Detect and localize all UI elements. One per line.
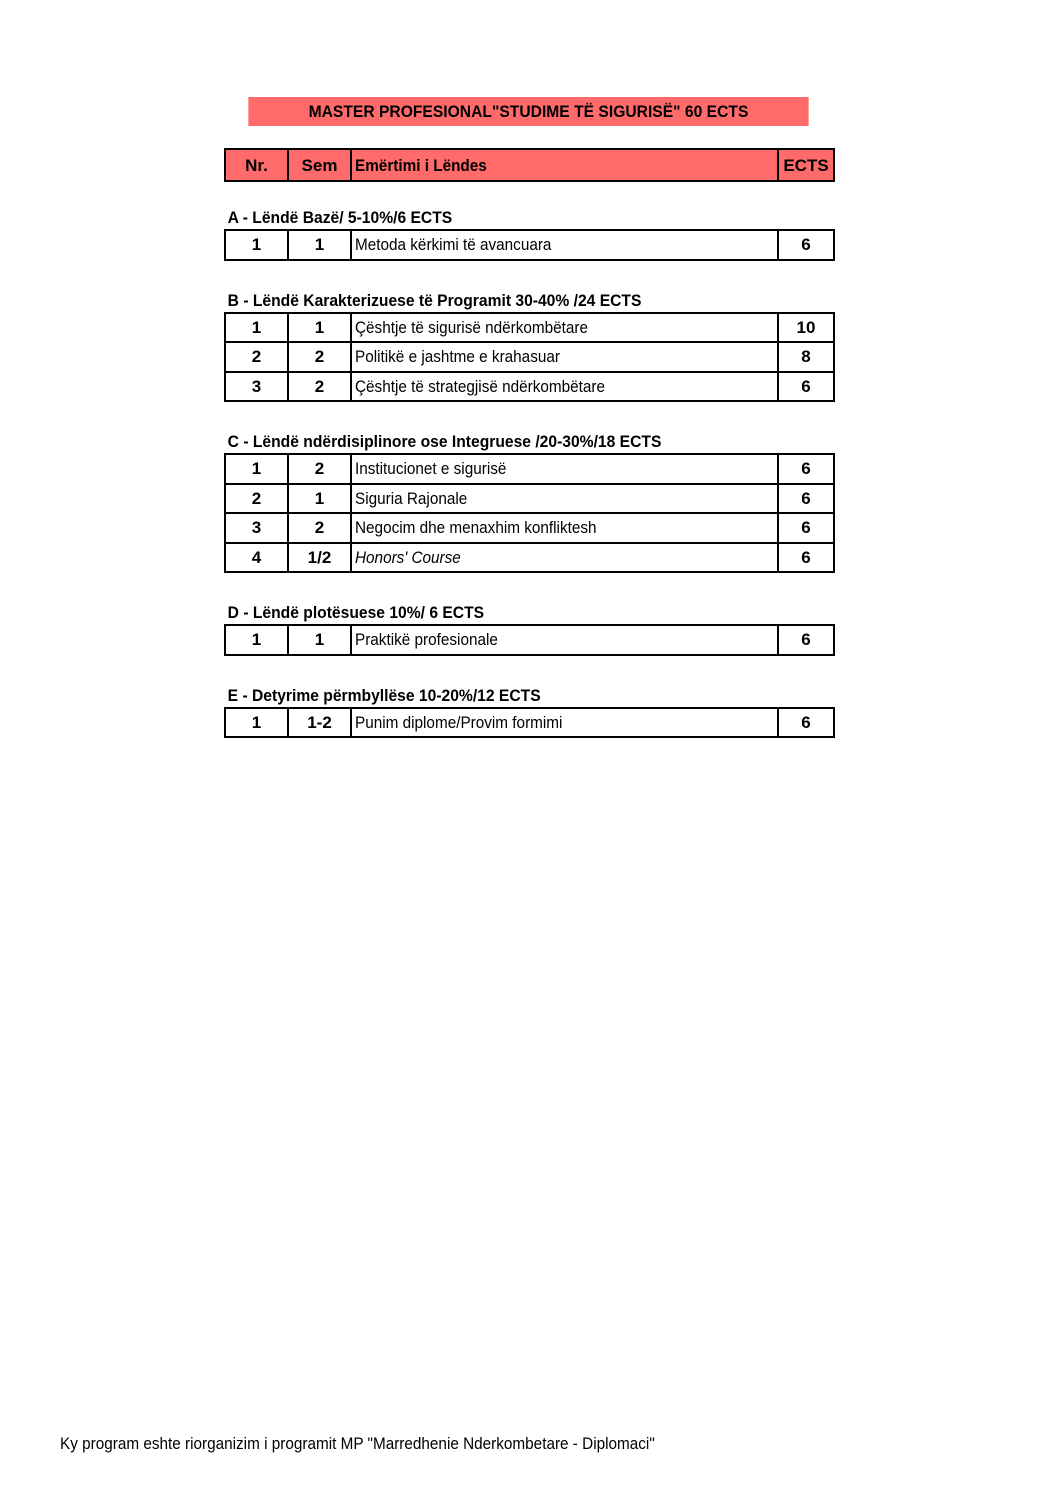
table-row [225, 342, 834, 372]
header-nr: Nr. [225, 149, 288, 181]
cell-nr: 1 [225, 708, 288, 738]
section-title: B - Lëndë Karakterizuese të Programit 30-40% /24 ECTS [227, 290, 642, 310]
header-ects: ECTS [778, 149, 834, 181]
section-table [224, 229, 835, 261]
section-table [224, 312, 835, 403]
section-title: C - Lëndë ndërdisiplinore ose Integruese /20-30%/18 ECTS [227, 432, 662, 451]
cell-ects: 6 [778, 708, 834, 738]
cell-sem: 1 [288, 484, 351, 514]
table-row [225, 513, 834, 543]
header-name: Emërtimi i Lëndes [351, 149, 778, 181]
cell-name: Siguria Rajonale [351, 484, 778, 514]
section-c [224, 431, 833, 573]
cell-sem: 1 [288, 625, 351, 655]
cell-ects: 6 [778, 625, 834, 655]
column-header-table [224, 148, 835, 182]
cell-ects: 6 [778, 513, 834, 543]
cell-nr: 4 [225, 543, 288, 573]
cell-name: Institucionet e sigurisë [351, 454, 778, 484]
cell-sem: 1 [288, 230, 351, 260]
cell-nr: 1 [225, 454, 288, 484]
cell-sem: 1-2 [288, 708, 351, 738]
section-table [224, 707, 835, 739]
cell-ects: 6 [778, 230, 834, 260]
cell-nr: 3 [225, 513, 288, 543]
cell-sem: 2 [288, 372, 351, 402]
cell-sem: 1/2 [288, 543, 351, 573]
section-e [224, 685, 833, 739]
table-row [225, 230, 834, 260]
cell-ects: 6 [778, 454, 834, 484]
cell-ects: 6 [778, 484, 834, 514]
cell-nr: 3 [225, 372, 288, 402]
cell-sem: 2 [288, 454, 351, 484]
section-title: E - Detyrime përmbyllëse 10-20%/12 ECTS [227, 685, 541, 705]
cell-nr: 2 [225, 342, 288, 372]
section-title: D - Lëndë plotësuese 10%/ 6 ECTS [227, 603, 485, 622]
table-row [225, 543, 834, 573]
document-title: MASTER PROFESIONAL"STUDIME TË SIGURISË" 60 ECTS [248, 97, 808, 126]
table-row [225, 708, 834, 738]
footer-note: Ky program eshte riorganizim i programit MP "Marredhenie Nderkombetare - Diplomaci" [60, 1434, 655, 1453]
cell-name: Honors' Course [351, 543, 778, 573]
cell-nr: 1 [225, 230, 288, 260]
section-a [224, 207, 833, 261]
cell-nr: 1 [225, 313, 288, 343]
cell-nr: 1 [225, 625, 288, 655]
table-row [225, 625, 834, 655]
cell-nr: 2 [225, 484, 288, 514]
cell-sem: 2 [288, 513, 351, 543]
cell-ects: 6 [778, 372, 834, 402]
cell-name: Praktikë profesionale [351, 625, 778, 655]
column-header-row [225, 149, 834, 181]
cell-name: Politikë e jashtme e krahasuar [351, 342, 778, 372]
cell-name: Punim diplome/Provim formimi [351, 708, 778, 738]
header-sem: Sem [288, 149, 351, 181]
section-table [224, 624, 835, 656]
cell-name: Çështje të sigurisë ndërkombëtare [351, 313, 778, 343]
section-table [224, 453, 835, 573]
section-d [224, 602, 833, 656]
cell-name: Metoda kërkimi të avancuara [351, 230, 778, 260]
table-row [225, 313, 834, 343]
program-content [224, 97, 833, 738]
cell-ects: 10 [778, 313, 834, 343]
cell-ects: 8 [778, 342, 834, 372]
cell-name: Negocim dhe menaxhim konfliktesh [351, 513, 778, 543]
cell-name: Çështje të strategjisë ndërkombëtare [351, 372, 778, 402]
cell-ects: 6 [778, 543, 834, 573]
section-title: A - Lëndë Bazë/ 5-10%/6 ECTS [227, 208, 453, 227]
cell-sem: 2 [288, 342, 351, 372]
table-row [225, 454, 834, 484]
cell-sem: 1 [288, 313, 351, 343]
table-row [225, 484, 834, 514]
section-b [224, 290, 833, 403]
table-row [225, 372, 834, 402]
